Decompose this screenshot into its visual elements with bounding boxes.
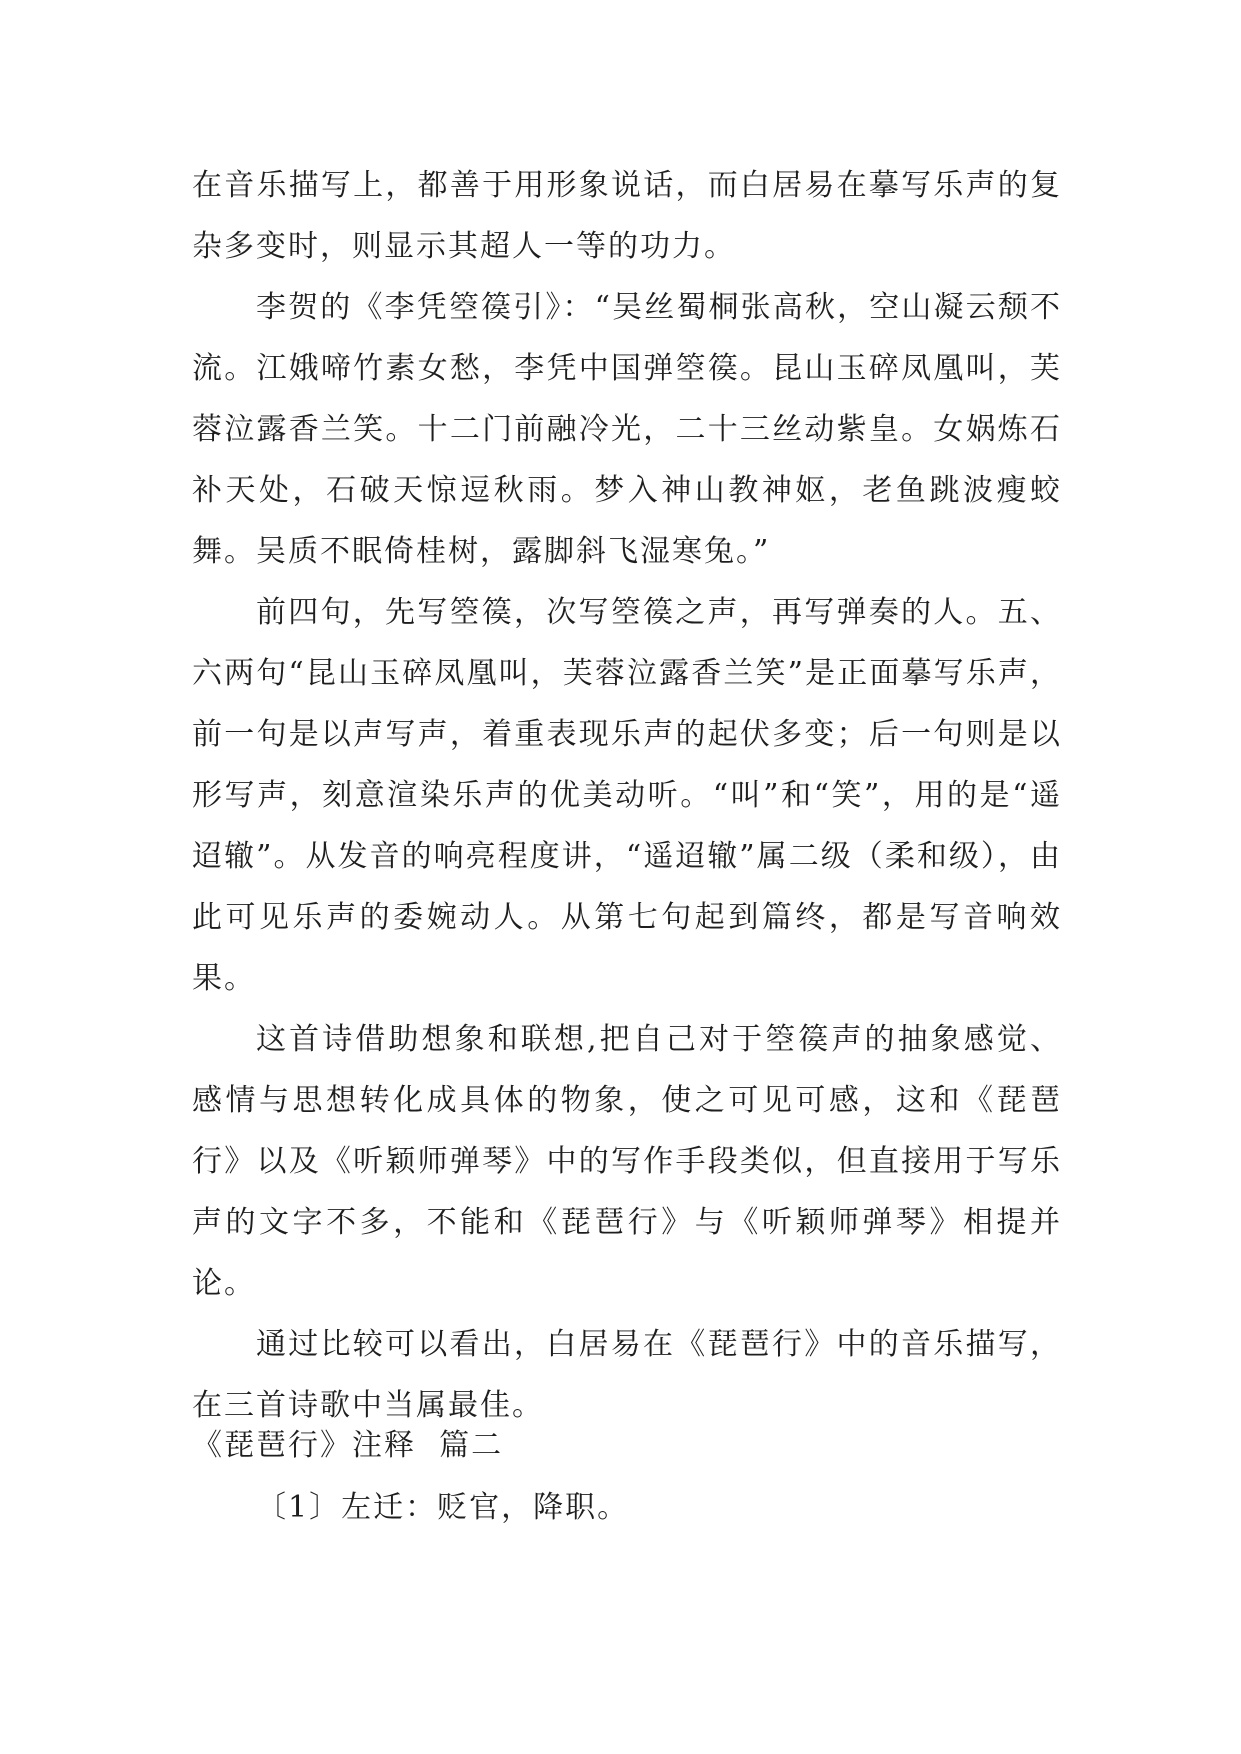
paragraph-analysis: 前四句，先写箜篌，次写箜篌之声，再写弹奏的人。五、六两句“昆山玉碎凤凰叫，芙蓉泣露香兰笑”是正面摹写乐声，前一句是以声写声，着重表现乐声的起伏多变；后一句则是以形写声，刻意渲染乐声的优美动听。“叫”和“笑”，用的是“遥迢辙”。从发音的响亮程度讲，“遥迢辙”属二级（柔和级），由此可见乐声的委婉动人。从第七句起到篇终，都是写音响效果。 [192, 595, 1062, 996]
annotation-note: 〔1〕左迁：贬官，降职。 [256, 1490, 630, 1525]
section-heading: 《琵琶行》注释 篇二 [192, 1428, 504, 1463]
paragraph-poem-quote: 李贺的《李凭箜篌引》：“吴丝蜀桐张高秋，空山凝云颓不流。江娥啼竹素女愁，李凭中国弹箜篌。昆山玉碎凤凰叫，芙蓉泣露香兰笑。十二门前融冷光，二十三丝动紫皇。女娲炼石补天处，石破天惊逗秋雨。梦入神山教神妪，老鱼跳波瘦蛟舞。吴质不眠倚桂树，露脚斜飞湿寒兔。” [192, 290, 1062, 569]
paragraph-comparison: 这首诗借助想象和联想,把自己对于箜篌声的抽象感觉、感情与思想转化成具体的物象，使之可见可感，这和《琵琶行》以及《听颖师弹琴》中的写作手段类似，但直接用于写乐声的文字不多，不能和《琵琶行》与《听颖师弹琴》相提并论。 [192, 1022, 1062, 1301]
paragraph-conclusion: 通过比较可以看出，白居易在《琵琶行》中的音乐描写，在三首诗歌中当属最佳。 [192, 1327, 1062, 1423]
paragraph-continuation: 在音乐描写上，都善于用形象说话，而白居易在摹写乐声的复杂多变时，则显示其超人一等的功力。 [192, 168, 1062, 264]
body-text [192, 155, 1062, 1436]
